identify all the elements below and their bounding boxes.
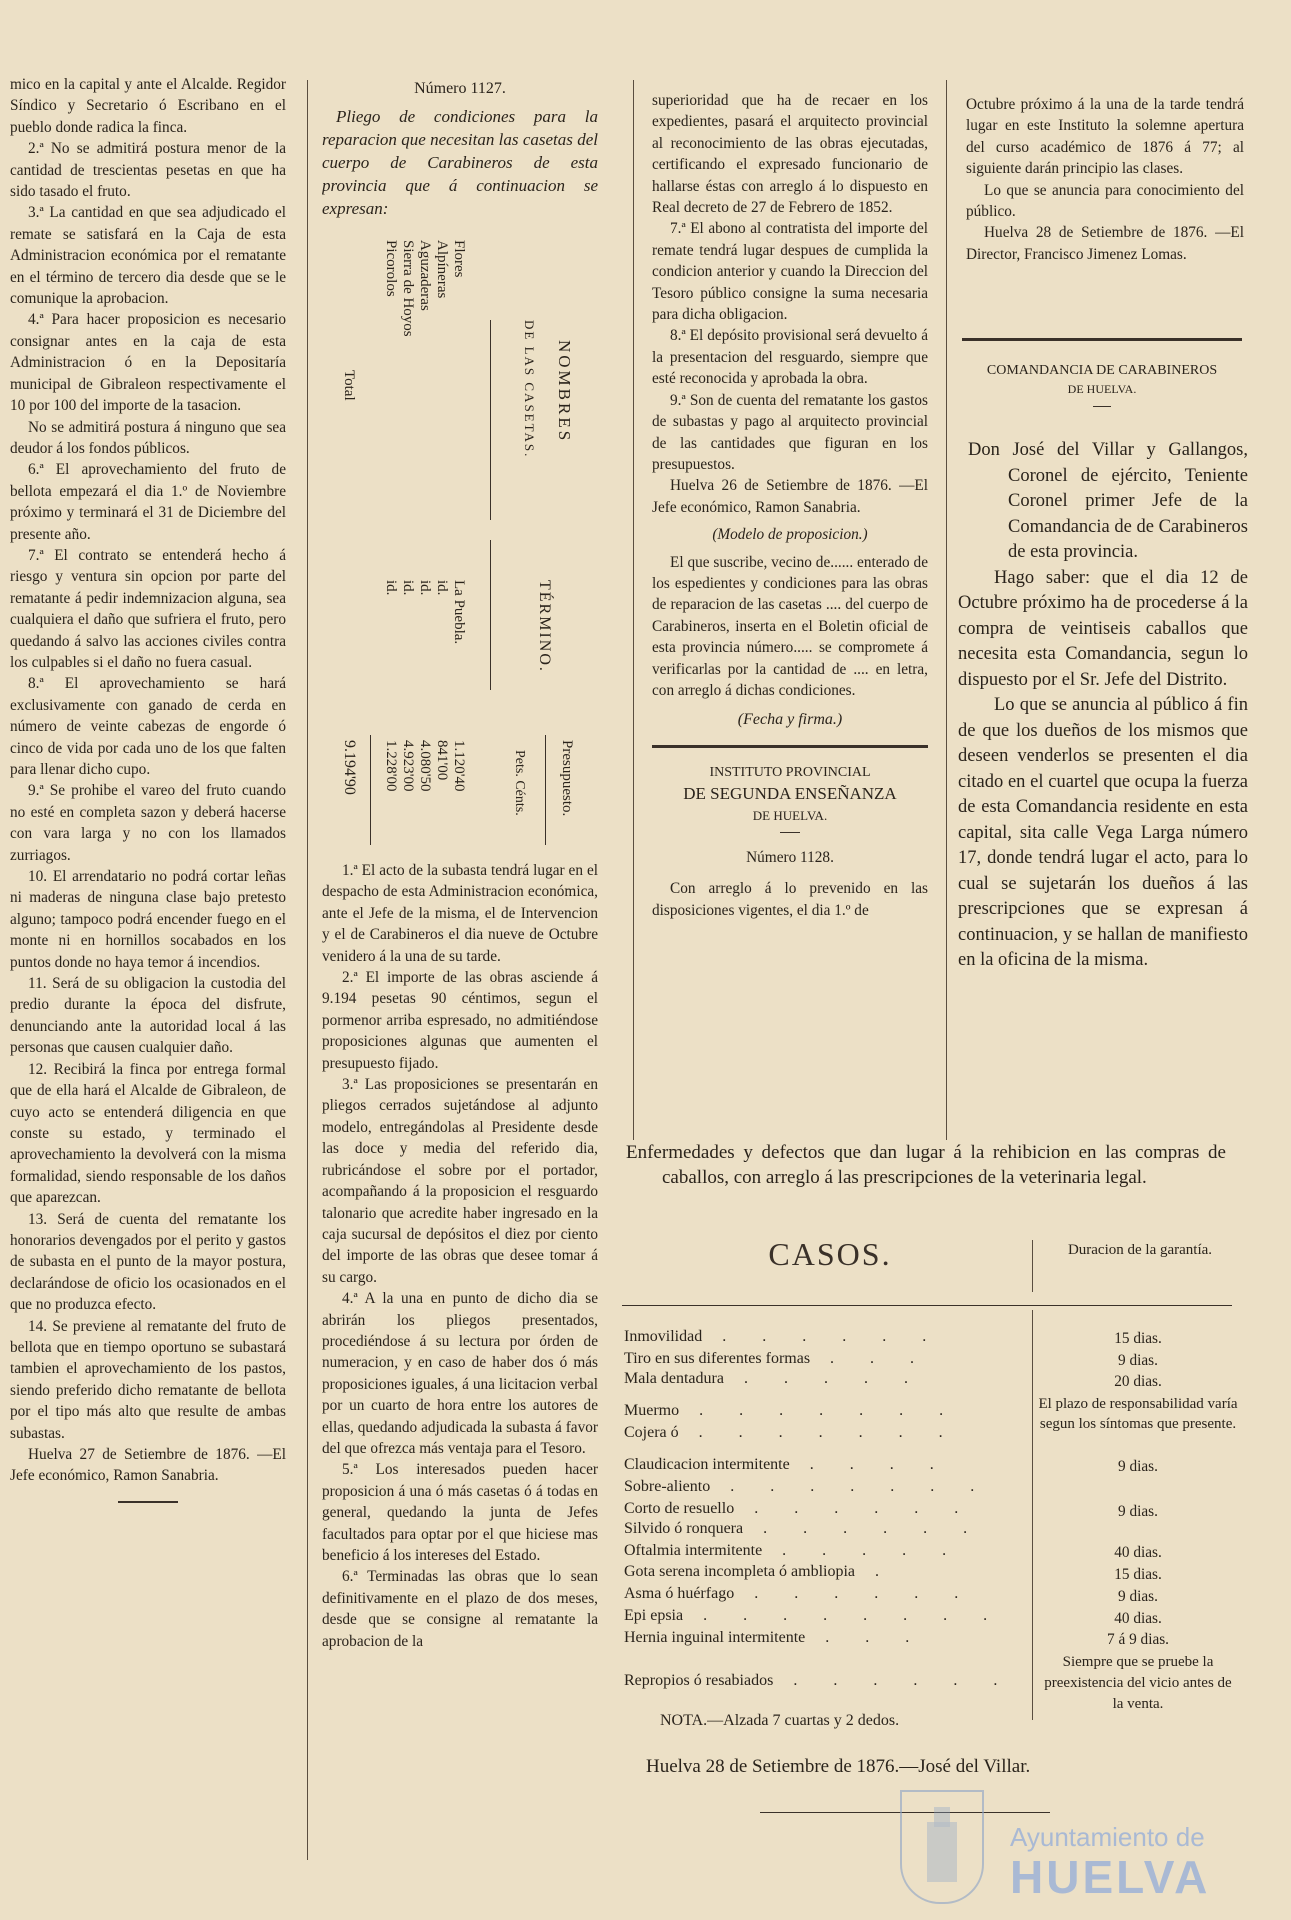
paragraph: Octubre próximo á la una de la tarde tendrá lugar en este Instituto la solemne apertura del curso académico de 1876 á 77; al siguiente darán principio las clases.	[966, 96, 1244, 178]
paragraph: 6.ª El aprovechamiento del fruto de bellota empezará el dia 1.º de Noviembre próximo y terminará el 31 de Diciembre del presente año.	[10, 461, 286, 543]
paragraph: No se admitirá postura á ninguno que sea deudor á los fondos públicos.	[10, 418, 286, 457]
case-row: Tiro en sus diferentes formas . . .	[624, 1350, 931, 1367]
case-name: Inmovilidad	[624, 1328, 703, 1345]
caseta-name: Flores	[451, 240, 467, 278]
case-duration: 9 dias.	[1118, 1458, 1158, 1475]
case-name: Cojera ó	[624, 1424, 679, 1441]
model-signature: (Fecha y firma.)	[737, 711, 843, 729]
paragraph: Hago saber: que el dia 12 de Octubre próximo ha de procederse á la compra de veintiseis caballos que necesita esta Comandancia, segun lo dispuesto por el Sr. Jefe del Distrito.	[958, 567, 1248, 690]
coat-of-arms-icon	[900, 1790, 984, 1904]
case-duration: 9 dias.	[1118, 1352, 1158, 1369]
table-rule	[622, 1305, 1232, 1306]
case-name: Hernia inguinal intermitente	[624, 1629, 806, 1646]
table-rule	[1032, 1240, 1033, 1292]
case-name: Mala dentadura	[624, 1370, 724, 1387]
case-row: Mala dentadura . . . . .	[624, 1370, 924, 1387]
case-row: Asma ó huérfago . . . . . .	[624, 1585, 975, 1602]
case-duration: 40 dias.	[1114, 1544, 1162, 1561]
paragraph: 3.ª Las proposiciones se presentarán en pliegos cerrados sujetándose al adjunto modelo, entregándolas al Presidente desde las doce y media del referido dia, rubricándose el sobre por el portador, acompañando á la proposicion el resguardo talonario que acredite haber ingresado en la caja sucursal de depósitos el diez por ciento del importe de las obras que desee tomar á su cargo.	[322, 1076, 598, 1286]
muermo-note: El plazo de responsabilidad varía segun los síntomas que presente.	[1038, 1396, 1238, 1432]
model-title: (Modelo de proposicion.)	[712, 526, 868, 544]
case-name: Sobre-aliento	[624, 1478, 711, 1495]
case-row: Corto de resuello . . . . . .	[624, 1500, 975, 1517]
paragraph: 4.ª A la una en punto de dicho dia se abrirán los pliegos presentados, procediéndose á su lectura por órden de numeracion, y en caso de haber dos ó más proposiciones iguales, á una licitacion verbal por un cuarto de hora entre los autores de ellas, quedando adjudicada la subasta á favor del que ofrezca más ventaja para el Tesoro.	[322, 1290, 598, 1457]
case-duration: 20 dias.	[1114, 1373, 1162, 1390]
nota: NOTA.—Alzada 7 cuartas y 2 dedos.	[660, 1712, 900, 1729]
case-duration: 15 dias.	[1114, 1566, 1162, 1583]
importe: 841'00	[434, 740, 450, 781]
paragraph: 3.ª La cantidad en que sea adjudicado el remate se satisfará en la Caja de esta Administracion económica por el rematante en el término de tercero dia desde que se le comunique la aprobacion.	[10, 204, 286, 308]
case-name: Asma ó huérfago	[624, 1585, 735, 1602]
paragraph: 13. Será de cuenta del rematante los honorarios devengados por el perito y gastos de subasta en el punto de la mayor postura, declarándose de oficio los ocasionados en el que no produzca efecto.	[10, 1210, 286, 1314]
section-rule	[652, 745, 928, 748]
paragraph: 7.ª El contrato se entenderá hecho á riesgo y ventura sin opcion por parte del rematante á pedir indemnizacion alguna, sea cualquiera el daño que sufriera el fruto, pero quedando á salvo las acciones civiles contra los culpables si el daño no fuera casual.	[10, 546, 286, 671]
paragraph: 7.ª El abono al contratista del importe del remate tendrá lugar despues de cumplida la condicion anterior y cuando la Direccion del Tesoro público consigne la suma necesaria para dicha obligacion.	[652, 220, 928, 324]
caseta-name: Picorolos	[383, 240, 399, 297]
case-duration: 9 dias.	[1118, 1503, 1158, 1520]
case-duration: 9 dias.	[1118, 1588, 1158, 1605]
notice-title: Pliego de condiciones para la reparacion que necesitan las casetas del cuerpo de Carabineros de esta provincia que á continuacion se expresan:	[322, 107, 598, 219]
caseta-name: Sierra de Hoyos	[400, 240, 416, 337]
case-name: Silvido ó ronquera	[624, 1520, 744, 1537]
case-row: Repropios ó resabiados . . . . . .	[624, 1672, 1014, 1689]
notice-number: Número 1127.	[414, 80, 506, 97]
institute-heading: INSTITUTO PROVINCIAL	[709, 764, 871, 780]
paragraph: 10. El arrendatario no podrá cortar leñas ni maderas de ninguna clase bajo pretesto alguno; tampoco podrá encender fuego en el monte ni en hornillos socabados en los puntos donde no haya temor á incendios.	[10, 868, 286, 971]
paragraph: 8.ª El aprovechamiento se hará exclusivamente con ganado de cerda en número de veinte cabezas de engorde ó cinco de vida por cada uno de los que falten para llenar dicho cupo.	[10, 675, 286, 778]
institute-heading: DE HUELVA.	[752, 807, 828, 823]
case-row: Hernia inguinal intermitente . . .	[624, 1629, 926, 1646]
duration-heading: Duracion de la garantía.	[1067, 1242, 1213, 1258]
notice-number: Número 1128.	[746, 849, 834, 866]
watermark-line-1: Ayuntamiento de	[1010, 1822, 1205, 1852]
table-header-presupuesto: Presupuesto.	[559, 740, 575, 817]
paragraph: 9.ª Son de cuenta del rematante los gastos de subastas y pago al arquitecto provincial de las cantidades que figuran en los presupuestos.	[652, 391, 928, 473]
case-name: Epi epsia	[624, 1607, 684, 1624]
importe: 1.228'00	[383, 740, 399, 792]
comandancia-subtitle: DE HUELVA.	[1067, 382, 1137, 396]
comandancia-notice	[958, 438, 1248, 1128]
table-rule	[490, 540, 491, 690]
case-name: Repropios ó resabiados	[624, 1672, 774, 1689]
case-row: Silvido ó ronquera . . . . . .	[624, 1520, 984, 1537]
column-3	[652, 90, 928, 930]
short-rule	[1093, 406, 1111, 407]
paragraph: Con arreglo á lo prevenido en las disposiciones vigentes, el dia 1.º de	[652, 880, 928, 919]
case-row: Epi epsia . . . . . . . .	[624, 1607, 1004, 1624]
case-duration: 7 á 9 dias.	[1106, 1631, 1170, 1648]
column-4	[966, 94, 1244, 334]
section-rule	[962, 338, 1242, 341]
termino: La Puebla.	[451, 580, 467, 645]
paragraph: 11. Será de su obligacion la custodia del predio durante la época del disfrute, denunciando ante la autoridad local á las personas que causen cualquier daño.	[10, 975, 286, 1057]
paragraph: Lo que se anuncia para conocimiento del público.	[966, 181, 1244, 221]
case-row: Inmovilidad . . . . . .	[624, 1328, 943, 1345]
paragraph: 8.ª El depósito provisional será devuelto á la presentacion del resguardo, siempre que esté reconocida y aprobada la obra.	[652, 327, 928, 388]
total-label: Total	[341, 370, 357, 401]
end-rule	[118, 1501, 178, 1503]
case-name: Tiro en sus diferentes formas	[624, 1350, 811, 1367]
table-header-nombres: NOMBRES	[555, 340, 574, 444]
column-rule	[946, 80, 947, 1140]
termino: id.	[417, 580, 433, 596]
paragraph: Don José del Villar y Gallangos, Coronel de ejército, Teniente Coronel primer Jefe de la Comandancia de de Carabineros de esta provincia.	[968, 440, 1248, 562]
column-rule	[633, 80, 634, 1140]
table-header-pts: Pets. Cénts.	[512, 750, 527, 816]
termino: id.	[434, 580, 450, 596]
paragraph: 6.ª Terminadas las obras que lo sean definitivamente en el plazo de dos meses, desde que se consigne al rematante la aprobacion de la	[322, 1568, 598, 1650]
case-row: Claudicacion intermitente . . . .	[624, 1456, 950, 1473]
paragraph: 5.ª Los interesados pueden hacer proposicion á una ó más casetas ó á todas en general, quedando la junta de Jefes facultados para optar por el que hiciese mas beneficio á los intereses del Estado.	[322, 1461, 598, 1564]
total-value: 9.194'90	[341, 740, 358, 795]
importe: 1.120'40	[451, 740, 467, 792]
case-row: Oftalmia intermitente . . . . .	[624, 1542, 963, 1559]
column-1	[10, 74, 286, 1854]
termino: id.	[383, 580, 399, 596]
termino: id.	[400, 580, 416, 596]
paragraph: 14. Se previene al rematante del fruto de bellota que en tiempo oportuno se subastará tambien el aprovechamiento de los pastos, siendo preferido dicho rematante de bellota por el tipo más alto que resulte de ambas subastas.	[10, 1317, 286, 1442]
model-text: El que suscribe, vecino de...... enterado de los espedientes y condiciones para las obras de reparacion de las casetas .... del cuerpo de Carabineros, inserta en el Boletin oficial de esta provincia número..... se compromete á verificarlas por la cantidad de .... en letra, con arreglo á dichas condiciones.	[652, 553, 928, 699]
paragraph: 9.ª Se prohibe el vareo del fruto cuando no esté en completa sazon y deberá hacerse con vara larga y no con los llamados zurriagos.	[10, 782, 286, 864]
case-row: Gota serena incompleta ó ambliopia .	[624, 1563, 896, 1580]
table-rule	[490, 320, 491, 520]
signature-line: Huelva 28 de Setiembre de 1876. —El Director, Francisco Jimenez Lomas.	[966, 224, 1244, 263]
case-name: Muermo	[624, 1402, 680, 1419]
case-duration: 40 dias.	[1114, 1610, 1162, 1627]
column-rule	[307, 80, 308, 1860]
paragraph: 2.ª El importe de las obras asciende á 9.194 pesetas 90 céntimos, segun el pormenor arriba espresado, no admitiéndose proposiciones algunas que aumenten el presupuesto fijado.	[322, 969, 598, 1072]
paragraph: mico en la capital y ante el Alcalde. Regidor Síndico y Secretario ó Escribano en el pueblo donde radica la finca.	[10, 76, 286, 136]
table-rule	[1032, 1310, 1033, 1720]
case-name: Claudicacion intermitente	[624, 1456, 790, 1473]
signature-line: Huelva 27 de Setiembre de 1876. —El Jefe económico, Ramon Sanabria.	[10, 1446, 286, 1485]
institute-heading: DE SEGUNDA ENSEÑANZA	[683, 784, 897, 804]
cases-heading: CASOS.	[768, 1236, 892, 1272]
repropios-note: Siempre que se pruebe la preexistencia del vicio antes de la venta.	[1044, 1654, 1232, 1712]
cases-intro-text: Enfermedades y defectos que dan lugar á la rehibicion en las compras de caballos, con arreglo á las prescripciones de la veterinaria legal.	[626, 1142, 1226, 1188]
case-name: Oftalmia intermitente	[624, 1542, 763, 1559]
case-duration: 15 dias.	[1114, 1330, 1162, 1347]
comandancia-title: COMANDANCIA DE CARABINEROS	[986, 363, 1218, 378]
table-header-casetas: DE LAS CASETAS.	[522, 320, 537, 459]
cases-signature: Huelva 28 de Setiembre de 1876.—José del Villar.	[646, 1756, 1031, 1777]
case-row: Sobre-aliento . . . . . . .	[624, 1478, 991, 1495]
case-name: Corto de resuello	[624, 1500, 735, 1517]
paragraph: 12. Recibirá la finca por entrega formal que de ella hará el Alcalde de Gibraleon, de cuyo acto se entenderá diligencia en que conste su estado, y terminado el aprovechamiento la devolverá con la misma formalidad, siendo responsable de los daños que aparezcan.	[10, 1060, 286, 1207]
importe: 4.923'00	[400, 740, 416, 792]
case-row: Cojera ó . . . . . . .	[624, 1424, 959, 1441]
short-rule	[780, 832, 800, 833]
table-rule	[370, 735, 371, 845]
paragraph: 2.ª No se admitirá postura menor de la cantidad de trescientas pesetas en que ha sido tasado el fruto.	[10, 140, 286, 201]
case-name: Gota serena incompleta ó ambliopia	[624, 1563, 856, 1580]
paragraph: 1.ª El acto de la subasta tendrá lugar en el despacho de esta Administracion económica, ante el Jefe de la misma, el de Intervencion y el de Carabineros el dia nueve de Octubre venidero á la una de su tarde.	[322, 862, 598, 965]
comandancia-heading	[962, 362, 1242, 412]
column-2-conditions	[322, 860, 598, 1860]
case-row: Muermo . . . . . . .	[624, 1402, 960, 1419]
paragraph: 4.ª Para hacer proposicion es necesario consignar antes en la caja de esta Administracion ó en la Depositaría municipal de Gibraleon respectivamente el 10 por 100 del importe de la tasacion.	[10, 311, 286, 415]
table-header-termino: TÉRMINO.	[536, 580, 553, 673]
table-rule	[545, 735, 546, 845]
signature-line: Huelva 26 de Setiembre de 1876. —El Jefe económico, Ramon Sanabria.	[652, 477, 928, 516]
watermark-line-2: HUELVA	[1010, 1851, 1211, 1903]
caseta-name: Alpíneras	[434, 240, 450, 299]
cases-intro	[626, 1140, 1226, 1220]
paragraph: superioridad que ha de recaer en los expedientes, pasará el arquitecto provincial al reconocimiento de las obras ejecutadas, certificando el expresado funcionario de hallarse éstas con arreglo á lo dispuesto en Real decreto de 27 de Febrero de 1852.	[652, 92, 928, 217]
budget-table	[320, 230, 600, 830]
caseta-name: Aguzaderas	[417, 240, 433, 311]
paragraph: Lo que se anuncia al público á fin de que los dueños de los mismos que deseen venderlos se presenten el dia citado en el cuartel que ocupa la fuerza de esta Comandancia residente en esta capital, sita calle Vega Larga número 17, donde tendrá lugar el acto, para lo cual se sujetarán los dueños á las prescripciones que se expresan á continuacion, y se hallan de manifiesto en la oficina de la misma.	[958, 695, 1248, 970]
importe: 4.080'50	[417, 740, 433, 792]
